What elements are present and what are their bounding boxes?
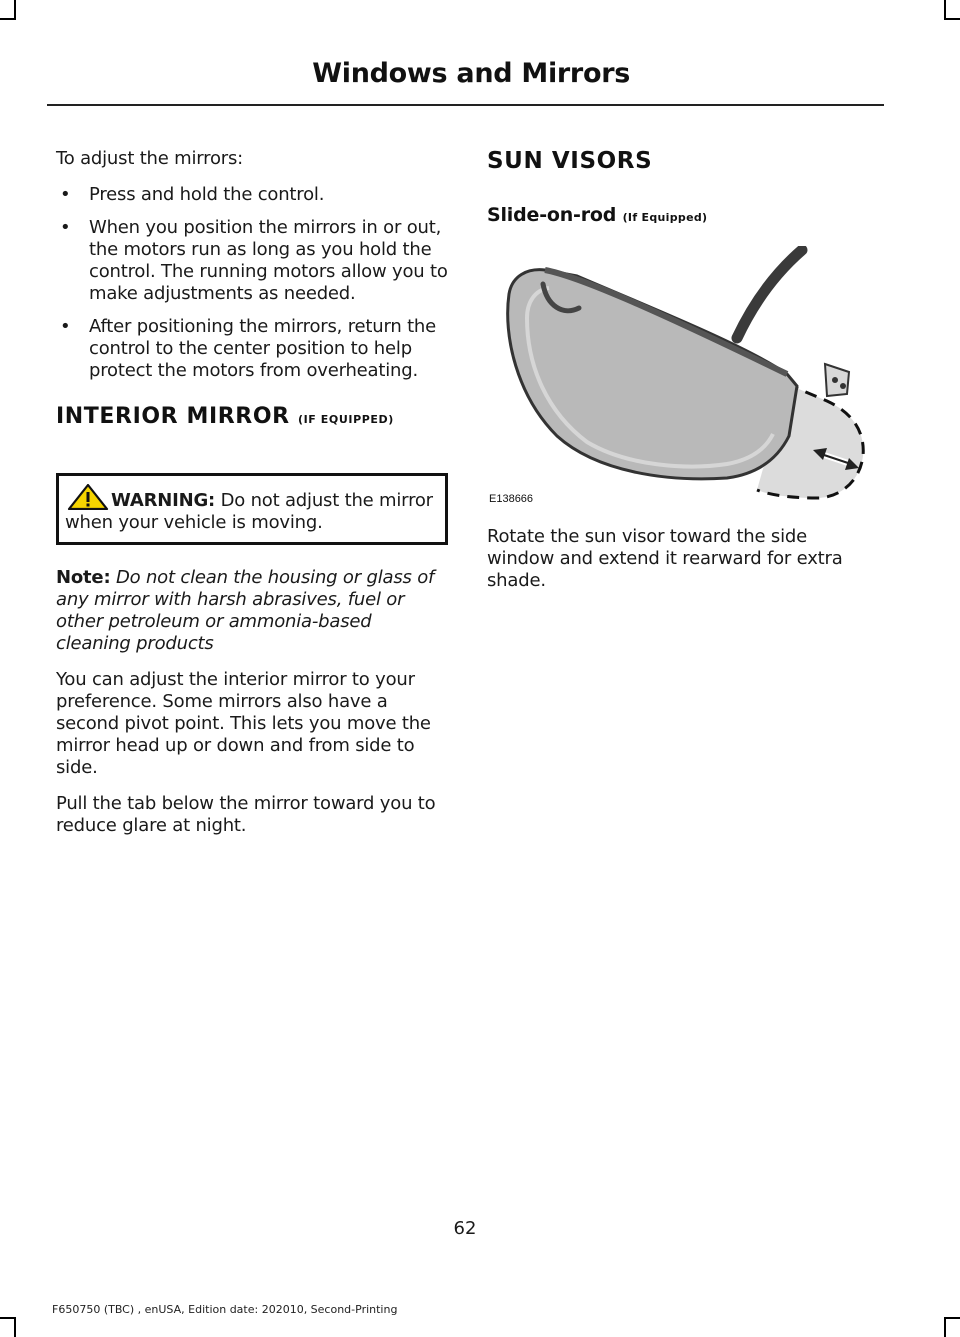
warning-label: WARNING: <box>111 490 216 511</box>
warning-box <box>56 473 448 545</box>
header-divider <box>47 104 884 106</box>
sun-visor-illustration <box>487 246 867 510</box>
footer-edition: F650750 (TBC) , enUSA, Edition date: 202010, Second-Printing <box>52 1303 398 1316</box>
heading-text: INTERIOR MIRROR <box>56 404 290 429</box>
crop-mark <box>14 0 16 20</box>
crop-mark <box>0 1317 16 1319</box>
subheading-text: Slide-on-rod <box>487 204 617 226</box>
section-heading-sun-visors: SUN VISORS <box>487 148 653 174</box>
list-item: • Press and hold the control. <box>56 184 448 206</box>
glare-paragraph: Pull the tab below the mirror toward you to reduce glare at night. <box>56 793 436 836</box>
sun-visor-paragraph: Rotate the sun visor toward the side window and extend it rearward for extra shade. <box>487 526 843 591</box>
intro-text: To adjust the mirrors: <box>56 148 244 169</box>
warning-triangle-icon <box>65 484 111 510</box>
note-text: Do not clean the housing or glass of any mirror with harsh abrasives, fuel or other petroleum or ammonia-based cleaning products <box>56 567 435 654</box>
list-item: • When you position the mirrors in or out, the motors run as long as you hold the control. The running motors allow you to make adjustments as needed. <box>56 217 448 305</box>
left-column <box>56 148 448 851</box>
list-item: • After positioning the mirrors, return the control to the center position to help protect the motors from overheating. <box>56 316 448 382</box>
crop-mark <box>14 1317 16 1337</box>
right-column <box>487 148 879 246</box>
figure-id: E138666 <box>489 493 534 505</box>
page-header-title: Windows and Mirrors <box>312 58 630 89</box>
sun-visor-figure <box>487 246 867 510</box>
subheading-qualifier: (If Equipped) <box>622 211 708 224</box>
crop-mark <box>944 18 960 20</box>
page-number: 62 <box>453 1218 477 1239</box>
crop-mark <box>944 0 946 20</box>
note-label: Note: <box>56 567 111 588</box>
crop-mark <box>944 1317 960 1319</box>
crop-mark <box>0 18 16 20</box>
crop-mark <box>944 1317 946 1337</box>
interior-mirror-paragraph: You can adjust the interior mirror to your preference. Some mirrors also have a second pivot point. This lets you move the mirror head up or down and from side to side. <box>56 669 431 778</box>
bullet-list <box>56 184 448 382</box>
note-paragraph <box>56 567 448 655</box>
heading-qualifier: (IF EQUIPPED) <box>297 413 394 426</box>
warning-text: Do not adjust the mirror when your vehicle is moving. <box>65 490 433 533</box>
subsection-heading <box>487 204 879 226</box>
section-heading-interior-mirror <box>56 404 448 433</box>
